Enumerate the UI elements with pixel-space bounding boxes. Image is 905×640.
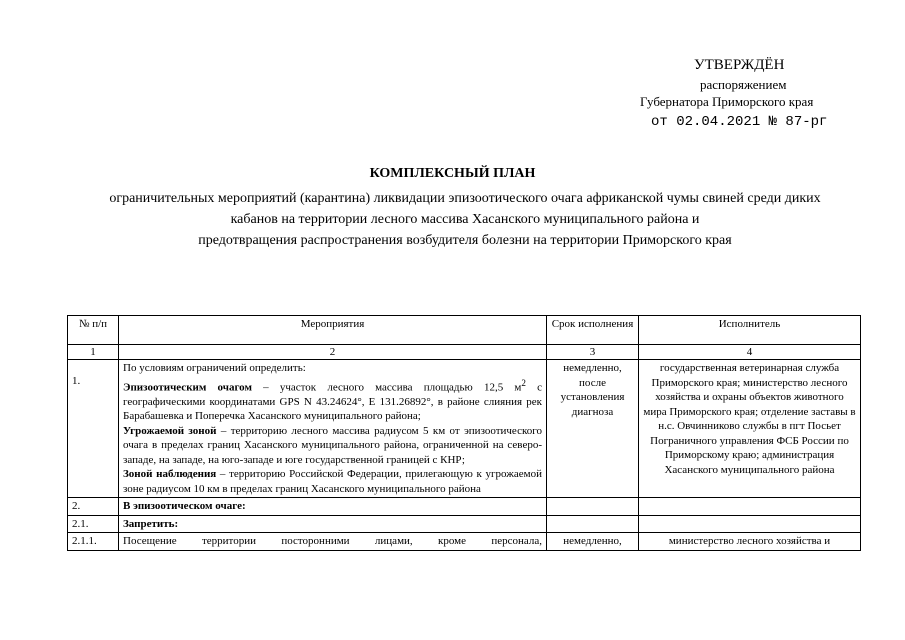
document-title: КОМПЛЕКСНЫЙ ПЛАН <box>369 166 536 181</box>
row-executor: министерство лесного хозяйства и <box>639 533 861 551</box>
observation-zone-text: – территорию Российской Федерации, прилегающую к угрожаемой зоне радиусом 10 км в пределах границ Хасанского муниципального района <box>123 468 542 495</box>
subtitle-line-2: кабанов на территории лесного массива Хасанского муниципального района и <box>230 212 700 227</box>
measures-paragraph-focus <box>123 376 542 424</box>
threat-zone-text: – территорию лесного массива радиусом 5 км от эпизоотического очага в пределах границ Хасанского муниципального района, ограниченной на северо-западе, на западе, на юго-западе и юге государственной границей с КНР; <box>123 424 542 466</box>
header-number: № п/п <box>68 316 119 345</box>
row-term: немедленно, после установления диагноза <box>547 360 639 498</box>
measures-intro: По условиям ограничений определить: <box>123 362 306 374</box>
column-number-row <box>68 345 861 360</box>
measures-paragraph-threat-zone <box>123 424 542 468</box>
row-executor: государственная ветеринарная служба Приморского края; министерство лесного хозяйства и охраны объектов животного мира Приморского края; отделение заставы в н.с. Овчинниково службы в пгт Посьет Пограничного управления ФСБ России по Приморскому краю; администрация Хасанского муниципального района <box>639 360 861 498</box>
column-number: 4 <box>639 345 861 360</box>
header-term: Срок исполнения <box>547 316 639 345</box>
row-number: 2.1.1. <box>68 533 119 551</box>
row-term <box>547 515 639 533</box>
focus-text: – участок лесного массива площадью 12,5 м <box>251 381 522 394</box>
measures-paragraph-observation-zone <box>123 467 542 496</box>
document-subtitle <box>70 188 860 251</box>
column-number: 2 <box>119 345 547 360</box>
header-measures: Мероприятия <box>119 316 547 345</box>
column-number: 1 <box>68 345 119 360</box>
header-executor: Исполнитель <box>639 316 861 345</box>
approval-date-number: от 02.04.2021 № 87-рг <box>651 114 828 130</box>
row-term <box>547 498 639 516</box>
row-number: 2.1. <box>68 515 119 533</box>
row-measures: В эпизоотическом очаге: <box>119 498 547 516</box>
row-measures <box>119 360 547 498</box>
row-executor <box>639 515 861 533</box>
term-focus: Эпизоотическим очагом <box>123 381 252 394</box>
table-row <box>68 498 861 516</box>
term-observation-zone: Зоной наблюдения <box>123 468 217 481</box>
row-number: 2. <box>68 498 119 516</box>
approval-authority: Губернатора Приморского края <box>640 94 814 109</box>
table-row <box>68 515 861 533</box>
focus-text-2: с географическими координатами GPS N 43.24624°, E 131.26892°, в районе слияния рек Барабашевка и Поперечка Хасанского муниципального района; <box>123 381 542 423</box>
column-number: 3 <box>547 345 639 360</box>
approval-order-type: распоряжением <box>700 77 787 92</box>
subtitle-line-1: ограничительных мероприятий (карантина) ликвидации эпизоотического очага африканской чумы свиней среди диких <box>109 191 821 206</box>
approval-stamp <box>0 0 905 140</box>
row-term: немедленно, <box>547 533 639 551</box>
table-row <box>68 360 861 498</box>
row-measures: Посещение территории посторонними лицами, кроме персонала, <box>119 533 547 551</box>
term-threat-zone: Угрожаемой зоной <box>123 424 217 437</box>
table-header-row <box>68 316 861 345</box>
row-number: 1. <box>68 360 119 498</box>
plan-table <box>67 315 861 551</box>
focus-sup: 2 <box>521 377 526 388</box>
approval-title: УТВЕРЖДЁН <box>694 57 785 73</box>
row-measures: Запретить: <box>119 515 547 533</box>
row-executor <box>639 498 861 516</box>
table-row <box>68 533 861 551</box>
subtitle-line-3: предотвращения распространения возбудителя болезни на территории Приморского края <box>198 233 732 248</box>
